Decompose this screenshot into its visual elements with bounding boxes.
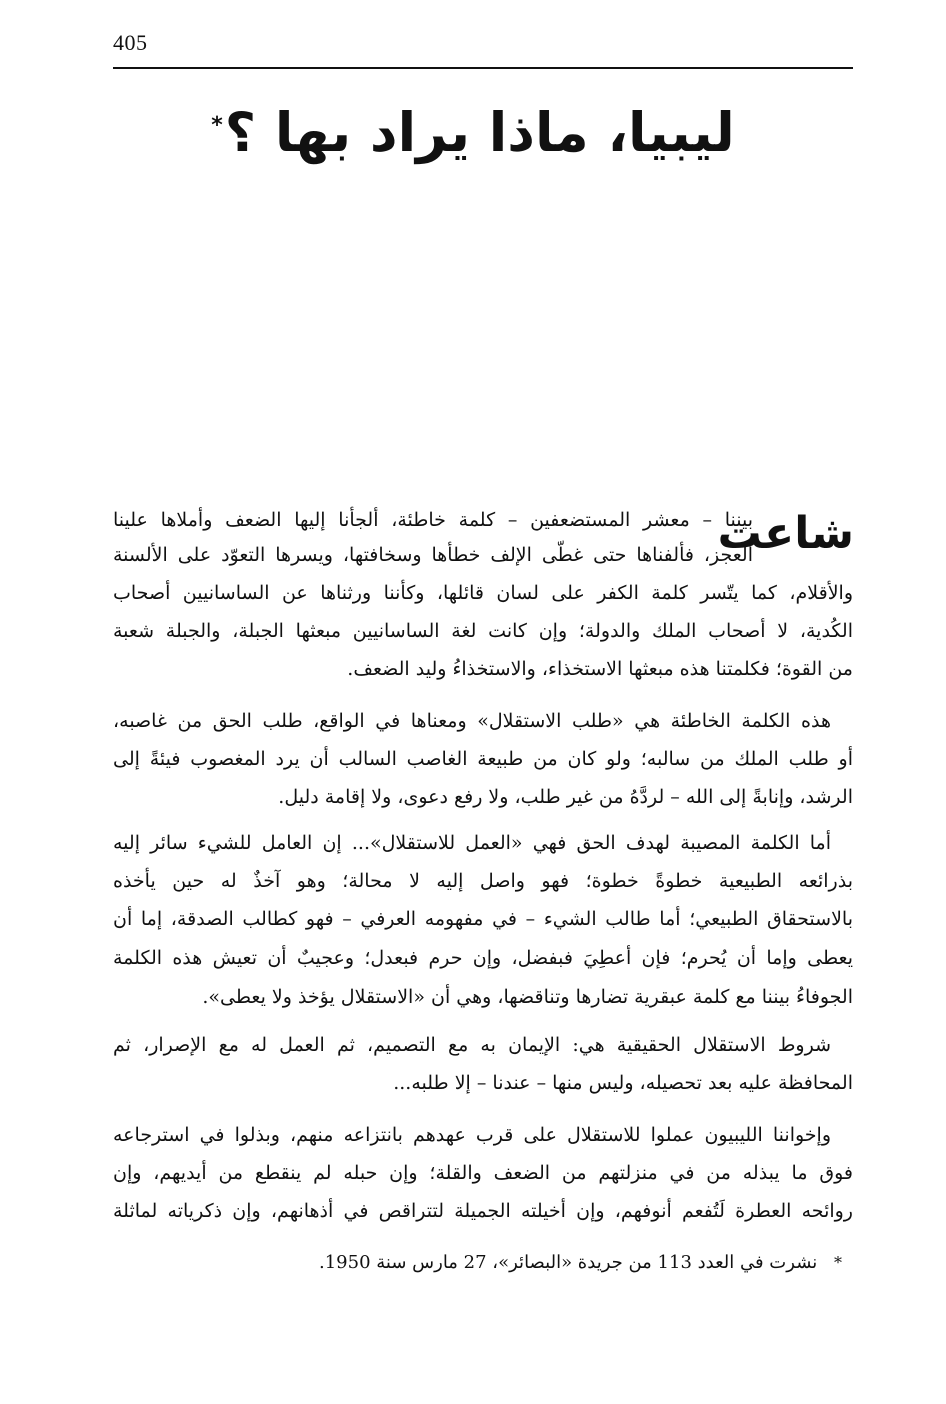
paragraph-5-line-1: وإخواننا الليبيون عملوا للاستقلال على قرب عهدهم بانتزاعه منهم، وبذلوا في استرجاعه (113, 1124, 831, 1146)
paragraph-1-line-1: بيننا – معشر المستضعفين – كلمة خاطئة، ألجأنا إليها الضعف وأملاها علينا (113, 509, 753, 531)
paragraph-4-line-2: المحافظة عليه بعد تحصيله، وليس منها – عندنا – إلا طلبه... (393, 1072, 853, 1094)
paragraph-2-line-3: الرشد، وإنابةً إلى الله – لردَّهُ من غير طلب، ولا رفع دعوى، ولا إقامة دليل. (278, 786, 853, 808)
paragraph-3-line-2: بذرائعه الطبيعية خطوةً خطوة؛ فهو واصل إليه لا محالة؛ وهو آخذٌ له حين يأخذه (113, 870, 853, 892)
footnote-marker: * (834, 1253, 842, 1272)
paragraph-1-line-4: الكُدية، لا أصحاب الملك والدولة؛ وإن كانت لغة الساسانيين مبعثها الجبلة، والجبلة شعبة (113, 620, 853, 642)
paragraph-3-line-1: أما الكلمة المصيبة لهدف الحق فهي «العمل للاستقلال»... إن العامل للشيء سائر إليه (113, 832, 831, 854)
paragraph-1-line-2: العجز، فألفناها حتى غطّى الإلف خطأها وسخافتها، ويسرها التعوّد على الألسنة (113, 544, 753, 566)
paragraph-3-line-3: بالاستحقاق الطبيعي؛ أما طالب الشيء – في مفهومه العرفي – فهو كطالب الصدقة، إما أن (113, 908, 853, 930)
paragraph-3-line-5: الجوفاءُ بيننا مع كلمة عبقرية تضارها وتناقضها، وهي أن «الاستقلال يؤخذ ولا يعطى». (202, 986, 853, 1008)
paragraph-1-line-3: والأقلام، كما يتّسر كلمة الكفر على لسان قائلها، وكأننا ورثناها عن الساسانيين أصحاب (113, 582, 853, 604)
paragraph-1-line-5: من القوة؛ فكلمتنا هذه مبعثها الاستخذاء، والاستخذاءُ وليد الضعف. (347, 658, 853, 680)
paragraph-5-line-3: روائحه العطرة لَتُفعم أنوفهم، وإن أخيلته الجميلة لتتراقص في أذهانهم، وإن ذكرياته لماثلة (113, 1200, 853, 1222)
paragraph-2-line-1: هذه الكلمة الخاطئة هي «طلب الاستقلال» ومعناها في الواقع، طلب الحق من غاصبه، (113, 710, 831, 732)
page-number: 405 (113, 30, 148, 55)
paragraph-5-line-2: فوق ما يبذله من في منزلتهم من الضعف والقلة؛ وإن حبله لم ينقطع من أيديهم، وإن (113, 1162, 853, 1184)
paragraph-4-line-1: شروط الاستقلال الحقيقية هي: الإيمان به مع التصميم، ثم العمل له مع الإصرار، ثم (113, 1034, 831, 1056)
chapter-title-text: ليبيا، ماذا يراد بها ؟ (224, 101, 735, 164)
opening-word: شاعت (717, 508, 854, 559)
header-rule (113, 67, 853, 69)
paragraph-2-line-2: أو طلب الملك من سالبه؛ ولو كان من طبيعة الغاصب السالب أن يرد المغصوب فيئةً إلى (113, 748, 853, 770)
footnote (113, 1248, 853, 1278)
title-footnote-marker: * (211, 113, 223, 138)
footnote-text: نشرت في العدد 113 من جريدة «البصائر»، 27 مارس سنة 1950. (319, 1252, 818, 1273)
chapter-title (150, 88, 796, 178)
paragraph-3-line-4: يعطى وإما أن يُحرم؛ فإن أعطِيَ فبفضل، وإن حرم فبعدل؛ وعجيبٌ أن تعيش هذه الكلمة (113, 947, 853, 969)
